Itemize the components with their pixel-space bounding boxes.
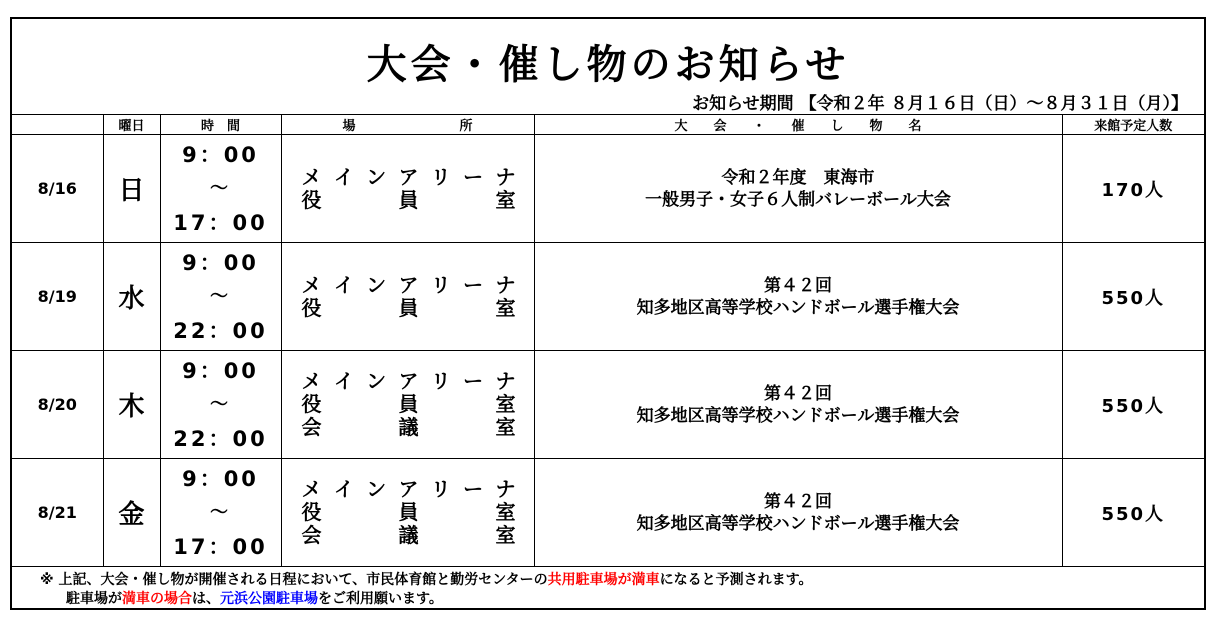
header-day-of-week: 曜日 <box>103 115 160 135</box>
row-day-of-week: 水 <box>103 243 160 351</box>
room-char: メ <box>301 369 322 393</box>
row-place <box>281 459 534 567</box>
room-char: イ <box>333 369 354 393</box>
notes-line-2-tail: をご利用願います。 <box>318 591 443 607</box>
room-char: 会 <box>301 415 322 439</box>
header-expected-visitors: 来館予定人数 <box>1062 115 1204 135</box>
table-row <box>12 243 1204 351</box>
row-expected-visitors: 550人 <box>1062 459 1204 567</box>
event-line: 第４２回 <box>764 383 832 404</box>
row-expected-visitors: 550人 <box>1062 243 1204 351</box>
room-char: ア <box>398 164 419 189</box>
start-time: 9：00 <box>182 466 259 491</box>
room-char: ン <box>366 164 387 189</box>
room-char: メ <box>301 477 322 501</box>
room-char: 室 <box>495 415 516 439</box>
room-char: イ <box>333 477 354 501</box>
event-line: 第４２回 <box>764 491 832 512</box>
row-date: 8/20 <box>12 351 103 459</box>
start-time: 9：00 <box>182 250 259 275</box>
room-char: 員 <box>398 295 419 320</box>
room-char: 室 <box>495 295 516 320</box>
room-char: 室 <box>495 523 516 547</box>
header-event-name: 大 会 ・ 催 し 物 名 <box>534 115 1062 135</box>
notes-line-1-tail: になると予測されます。 <box>659 572 813 588</box>
row-place <box>281 243 534 351</box>
room-char: 会 <box>301 523 322 547</box>
room-char: ナ <box>495 369 516 393</box>
header-place: 場 所 <box>281 115 534 135</box>
room-char: ナ <box>495 272 516 297</box>
page-title: 大会・催し物のお知らせ <box>366 42 850 88</box>
room-line <box>302 416 516 439</box>
end-time: 17：00 <box>173 210 268 235</box>
room-char: ー <box>463 369 484 393</box>
end-time: 17：00 <box>173 534 268 559</box>
notes-line-2-emphasis: 満車の場合 <box>122 591 192 607</box>
room-char: 議 <box>398 415 419 439</box>
table-row <box>12 135 1204 243</box>
notes-line-1-text: ※ 上記、大会・催し物が開催される日程において、市民体育館と勤労センターの <box>40 572 548 588</box>
notes-line-2-text: 駐車場が <box>66 591 122 607</box>
table-row <box>12 459 1204 567</box>
room-line <box>302 166 516 189</box>
room-char: ー <box>463 477 484 501</box>
schedule-rows <box>12 135 1204 567</box>
event-line: 令和２年度 東海市 <box>721 167 875 188</box>
header-date <box>12 115 103 135</box>
room-line <box>302 370 516 393</box>
row-day-of-week: 金 <box>103 459 160 567</box>
event-line: 一般男子・女子６人制バレーボール大会 <box>645 189 951 210</box>
room-char: 員 <box>398 187 419 212</box>
room-line <box>302 524 516 547</box>
room-char: ー <box>463 164 484 189</box>
event-line: 第４２回 <box>764 275 832 296</box>
start-time: 9：00 <box>182 142 259 167</box>
room-char: イ <box>333 164 354 189</box>
room-line <box>302 297 516 320</box>
table-row <box>12 351 1204 459</box>
end-time: 22：00 <box>173 426 268 451</box>
row-event-name <box>534 351 1062 459</box>
time-separator: ～ <box>210 177 231 199</box>
room-char: 室 <box>495 500 516 524</box>
event-line: 知多地区高等学校ハンドボール選手権大会 <box>636 405 960 426</box>
row-time <box>160 351 281 459</box>
row-date: 8/21 <box>12 459 103 567</box>
room-char: 役 <box>301 392 322 416</box>
row-expected-visitors: 170人 <box>1062 135 1204 243</box>
row-event-name <box>534 243 1062 351</box>
time-separator: ～ <box>210 393 231 415</box>
room-char: ナ <box>495 477 516 501</box>
row-date: 8/16 <box>12 135 103 243</box>
row-time <box>160 243 281 351</box>
room-char: 役 <box>301 187 322 212</box>
row-expected-visitors: 550人 <box>1062 351 1204 459</box>
row-event-name <box>534 459 1062 567</box>
room-char: ナ <box>495 164 516 189</box>
room-char: メ <box>301 164 322 189</box>
event-line: 知多地区高等学校ハンドボール選手権大会 <box>636 513 960 534</box>
row-place <box>281 135 534 243</box>
room-char: 役 <box>301 500 322 524</box>
room-char: ア <box>398 369 419 393</box>
notice-sheet <box>10 17 1206 610</box>
room-line <box>302 501 516 524</box>
end-time: 22：00 <box>173 318 268 343</box>
room-line <box>302 189 516 212</box>
room-char: ア <box>398 272 419 297</box>
room-line <box>302 478 516 501</box>
room-line <box>302 274 516 297</box>
row-day-of-week: 日 <box>103 135 160 243</box>
room-char: ー <box>463 272 484 297</box>
notice-period: お知らせ期間 【令和２年 ８月１６日（日）～８月３１日（月）】 <box>692 94 1188 114</box>
room-char: ン <box>366 369 387 393</box>
notes-line-2-parking-name: 元浜公園駐車場 <box>220 591 318 607</box>
notes-line-2-mid: は、 <box>192 591 220 607</box>
event-line: 知多地区高等学校ハンドボール選手権大会 <box>636 297 960 318</box>
notes-line-1 <box>40 571 813 590</box>
row-day-of-week: 木 <box>103 351 160 459</box>
room-char: メ <box>301 272 322 297</box>
row-event-name <box>534 135 1062 243</box>
notes-line-1-emphasis: 共用駐車場が満車 <box>547 572 660 588</box>
row-date: 8/19 <box>12 243 103 351</box>
room-char: リ <box>430 369 451 393</box>
row-place <box>281 351 534 459</box>
room-line <box>302 393 516 416</box>
room-char: 室 <box>495 392 516 416</box>
parking-notes <box>40 571 813 609</box>
schedule-table <box>12 114 1204 567</box>
room-char: リ <box>430 272 451 297</box>
start-time: 9：00 <box>182 358 259 383</box>
room-char: 室 <box>495 187 516 212</box>
row-time <box>160 459 281 567</box>
room-char: 員 <box>398 500 419 524</box>
room-char: ン <box>366 477 387 501</box>
room-char: リ <box>430 477 451 501</box>
room-char: ア <box>398 477 419 501</box>
row-time <box>160 135 281 243</box>
time-separator: ～ <box>210 285 231 307</box>
notes-line-2 <box>40 590 813 609</box>
room-char: 役 <box>301 295 322 320</box>
table-header-row <box>12 115 1204 135</box>
room-char: 員 <box>398 392 419 416</box>
time-separator: ～ <box>210 501 231 523</box>
room-char: イ <box>333 272 354 297</box>
room-char: 議 <box>398 523 419 547</box>
header-time: 時 間 <box>160 115 281 135</box>
room-char: リ <box>430 164 451 189</box>
room-char: ン <box>366 272 387 297</box>
